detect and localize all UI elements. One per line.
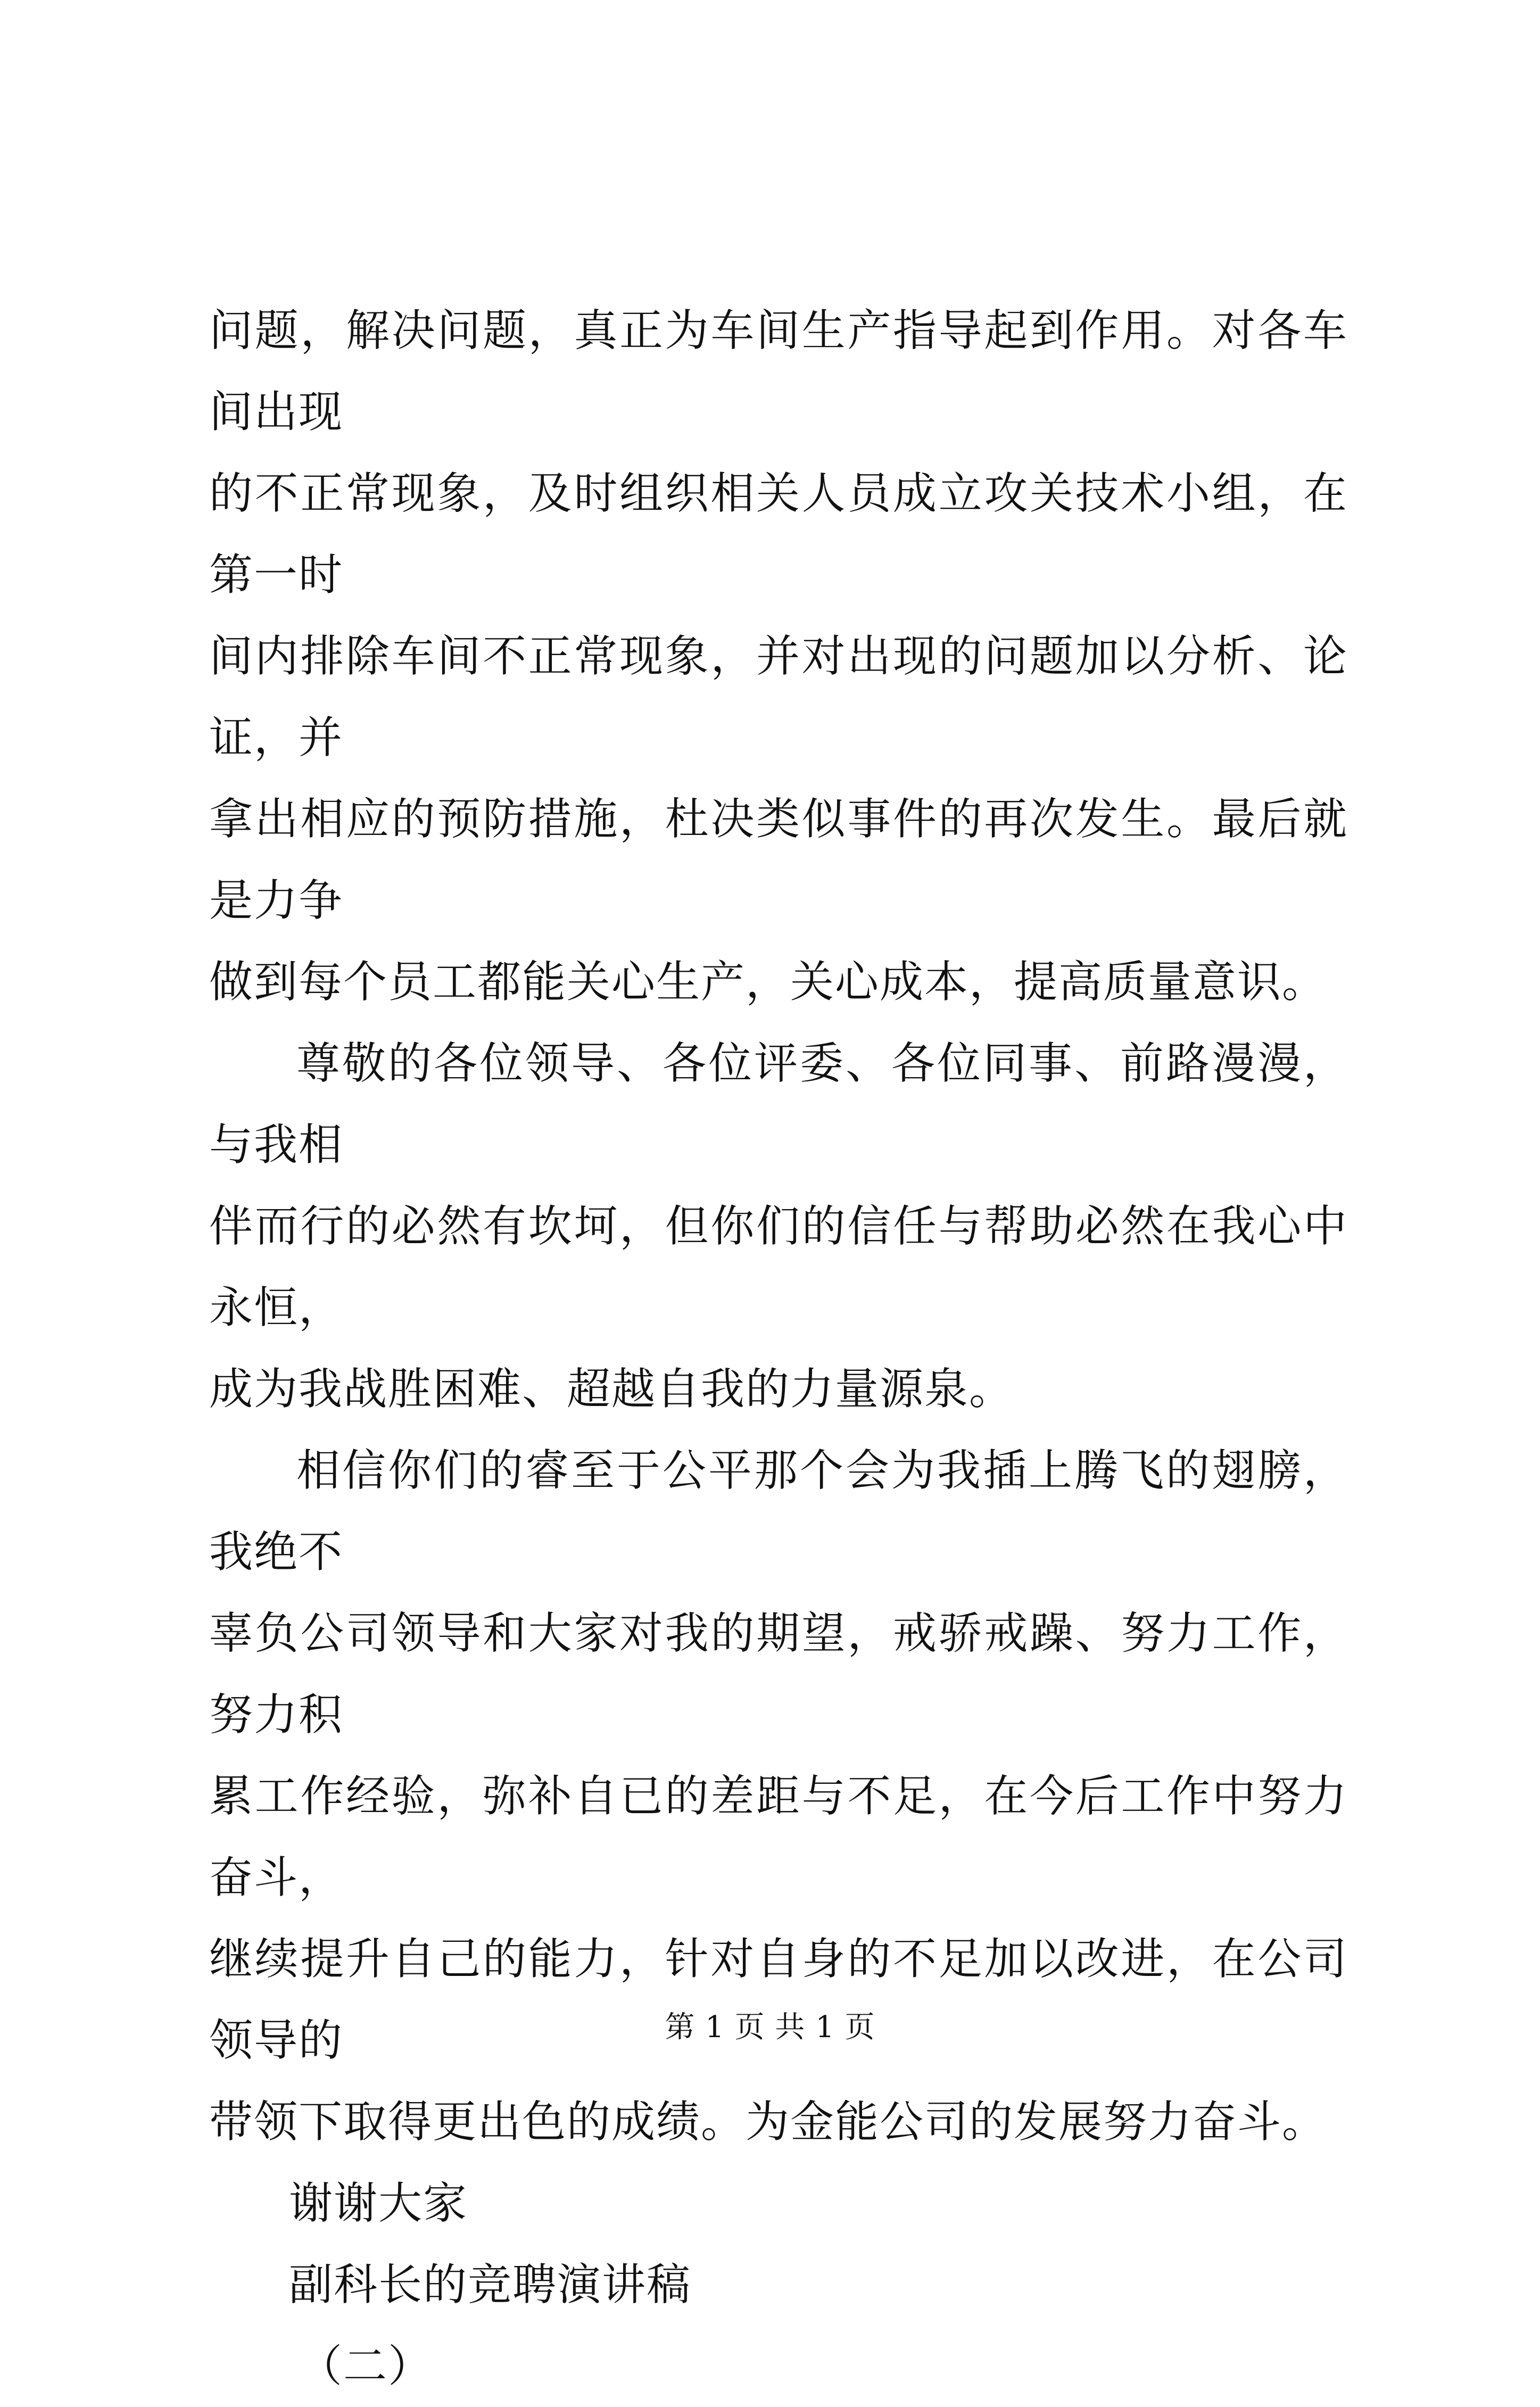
paragraph-continuation: 问题，解决问题，真正为车间生产指导起到作用。对各车间出现 的不正常现象，及时组织相关人员成立攻关技术小组，在第一时 间内排除车间不正常现象，并对出现的问题加以分析、论证，并 拿出相应的预防措施，杜决类似事件的再次发生。最后就是力争 做到每个员工都能关心生产，关心成本，提高质量意识。: [209, 305, 1348, 1007]
closing-thanks: 谢谢大家: [289, 2178, 468, 2229]
document-body: [209, 290, 1348, 2407]
page-footer: 第 1 页 共 1 页: [665, 2010, 875, 2045]
next-speech-part: （二）: [299, 2341, 433, 2392]
next-speech-title: 副科长的竞聘演讲稿: [289, 2260, 692, 2310]
paragraph-commitment: 相信你们的睿至于公平那个会为我插上腾飞的翅膀，我绝不 辜负公司领导和大家对我的期望，戒骄戒躁、努力工作，努力积 累工作经验，弥补自已的差距与不足，在今后工作中努力奋斗， 继续提升自己的能力，针对自身的不足加以改进，在公司领导的 带领下取得更出色的成绩。为金能公司的发展努力奋斗。: [209, 1445, 1348, 2147]
paragraph-appreciation: 尊敬的各位领导、各位评委、各位同事、前路漫漫，与我相 伴而行的必然有坎坷，但你们的信任与帮助必然在我心中永恒， 成为我战胜困难、超越自我的力量源泉。: [209, 1038, 1348, 1415]
